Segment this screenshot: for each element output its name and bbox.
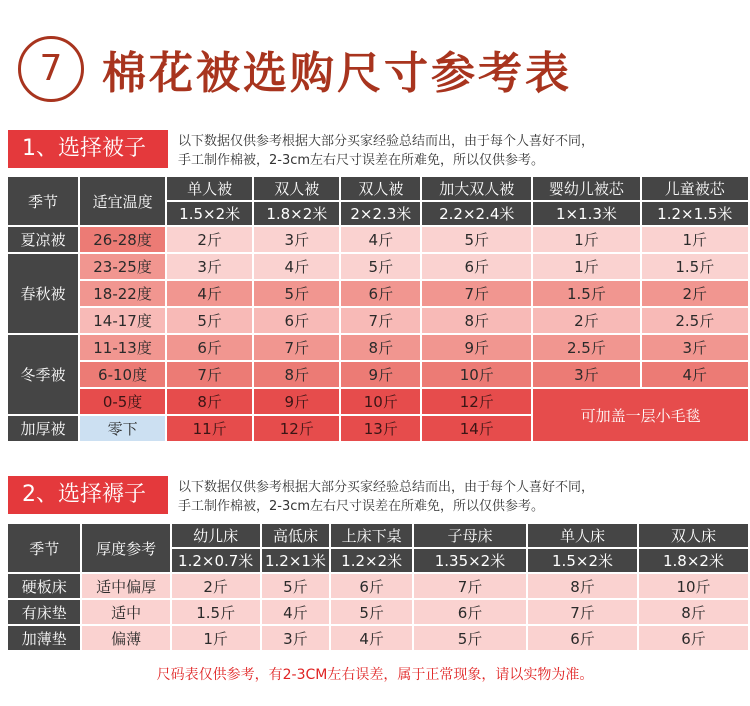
col-header-season: 季节: [8, 524, 82, 574]
weight-cell: 3斤: [642, 335, 750, 362]
weight-cell: 3斤: [167, 254, 254, 281]
table-row: [8, 308, 750, 335]
col-header-temperature: 适宜温度: [80, 177, 167, 227]
mattress-size-table: [8, 524, 750, 652]
col-header-name: 双人被: [254, 177, 341, 202]
page-title: 棉花被选购尺寸参考表: [102, 48, 572, 99]
col-header-size: 1.5×2米: [528, 549, 639, 574]
weight-cell: 8斤: [422, 308, 533, 335]
col-header-size: 1.8×2米: [639, 549, 750, 574]
weight-cell: 6斤: [167, 335, 254, 362]
weight-cell: 5斤: [254, 281, 341, 308]
weight-cell: 6斤: [422, 254, 533, 281]
temp-cell: 0-5度: [80, 389, 167, 416]
weight-cell: 7斤: [414, 574, 528, 600]
weight-cell: 10斤: [341, 389, 422, 416]
weight-cell: 1斤: [533, 254, 641, 281]
col-header-size: 1.35×2米: [414, 549, 528, 574]
section-quilt-tag: 1、选择被子: [8, 130, 168, 168]
weight-cell: 2斤: [533, 308, 641, 335]
col-header-season: 季节: [8, 177, 80, 227]
col-header-size: 2×2.3米: [341, 202, 422, 227]
weight-cell: 5斤: [422, 227, 533, 254]
col-header-size: 1.5×2米: [167, 202, 254, 227]
temp-cell: 14-17度: [80, 308, 167, 335]
thickness-cell: 适中偏厚: [82, 574, 171, 600]
weight-cell: 2斤: [172, 574, 262, 600]
col-header-name: 婴幼儿被芯: [533, 177, 641, 202]
weight-cell: 2斤: [642, 281, 750, 308]
weight-cell: 1斤: [533, 227, 641, 254]
section-mattress-tag: 2、选择褥子: [8, 476, 168, 514]
bed-type-label: 有床垫: [8, 600, 82, 626]
weight-cell: 3斤: [533, 362, 641, 389]
col-header-name: 幼儿床: [172, 524, 262, 549]
footnote: 尺码表仅供参考，有2-3CM左右误差，属于正常现象，请以实物为准。: [156, 667, 594, 683]
weight-cell: 8斤: [167, 389, 254, 416]
weight-cell: 3斤: [262, 626, 332, 652]
col-header-size: 1×1.3米: [533, 202, 641, 227]
temp-cell: 23-25度: [80, 254, 167, 281]
weight-cell: 10斤: [639, 574, 750, 600]
col-header-name: 加大双人被: [422, 177, 533, 202]
weight-cell: 4斤: [331, 626, 414, 652]
col-header-size: 1.2×2米: [331, 549, 414, 574]
col-header-size: 1.2×0.7米: [172, 549, 262, 574]
weight-cell: 7斤: [167, 362, 254, 389]
col-header-name: 上床下桌: [331, 524, 414, 549]
weight-cell: 6斤: [254, 308, 341, 335]
page-header: [18, 33, 572, 105]
weight-cell: 4斤: [642, 362, 750, 389]
weight-cell: 6斤: [528, 626, 639, 652]
col-header-name: 双人被: [341, 177, 422, 202]
weight-cell: 1.5斤: [172, 600, 262, 626]
temp-cell: 18-22度: [80, 281, 167, 308]
weight-cell: 7斤: [341, 308, 422, 335]
season-label: 加厚被: [8, 416, 80, 443]
table-row: [8, 626, 750, 652]
weight-cell: 8斤: [341, 335, 422, 362]
col-header-size: 1.2×1.5米: [642, 202, 750, 227]
table-row: [8, 335, 750, 362]
weight-cell: 10斤: [422, 362, 533, 389]
col-header-name: 单人床: [528, 524, 639, 549]
temp-cell: 26-28度: [80, 227, 167, 254]
weight-cell: 2.5斤: [642, 308, 750, 335]
section-mattress-note: 以下数据仅供参考根据大部分买家经验总结而出，由于每个人喜好不同， 手工制作棉被，2-3cm左右尺寸误差在所难免，所以仅供参考。: [178, 480, 595, 514]
weight-cell: 8斤: [528, 574, 639, 600]
table-row: [8, 281, 750, 308]
weight-cell: 7斤: [254, 335, 341, 362]
weight-cell: 8斤: [254, 362, 341, 389]
weight-cell: 13斤: [341, 416, 422, 443]
weight-cell: 7斤: [422, 281, 533, 308]
bed-type-label: 加薄垫: [8, 626, 82, 652]
blanket-note: 可加盖一层小毛毯: [533, 389, 750, 443]
col-header-name: 儿童被芯: [642, 177, 750, 202]
table-row: [8, 362, 750, 389]
season-label: 夏凉被: [8, 227, 80, 254]
weight-cell: 1.5斤: [642, 254, 750, 281]
table-row: [8, 574, 750, 600]
col-header-size: 1.2×1米: [262, 549, 332, 574]
weight-cell: 6斤: [331, 574, 414, 600]
table-row: [8, 254, 750, 281]
weight-cell: 11斤: [167, 416, 254, 443]
col-header-size: 1.8×2米: [254, 202, 341, 227]
quilt-size-table: [8, 177, 750, 443]
weight-cell: 4斤: [341, 227, 422, 254]
weight-cell: 6斤: [414, 600, 528, 626]
col-header-name: 子母床: [414, 524, 528, 549]
season-label: 冬季被: [8, 335, 80, 416]
col-header-name: 双人床: [639, 524, 750, 549]
temp-cell: 11-13度: [80, 335, 167, 362]
weight-cell: 6斤: [341, 281, 422, 308]
weight-cell: 5斤: [341, 254, 422, 281]
bed-type-label: 硬板床: [8, 574, 82, 600]
temp-cell: 6-10度: [80, 362, 167, 389]
thickness-cell: 偏薄: [82, 626, 171, 652]
table-row: [8, 227, 750, 254]
weight-cell: 5斤: [414, 626, 528, 652]
weight-cell: 4斤: [262, 600, 332, 626]
temp-cell: 零下: [80, 416, 167, 443]
section-quilt-note: 以下数据仅供参考根据大部分买家经验总结而出，由于每个人喜好不同， 手工制作棉被，2-3cm左右尺寸误差在所难免，所以仅供参考。: [178, 134, 595, 168]
weight-cell: 1.5斤: [533, 281, 641, 308]
weight-cell: 9斤: [422, 335, 533, 362]
weight-cell: 4斤: [167, 281, 254, 308]
table-row: [8, 389, 750, 416]
thickness-cell: 适中: [82, 600, 171, 626]
weight-cell: 5斤: [262, 574, 332, 600]
weight-cell: 12斤: [422, 389, 533, 416]
weight-cell: 9斤: [341, 362, 422, 389]
col-header-thickness: 厚度参考: [82, 524, 171, 574]
weight-cell: 2斤: [167, 227, 254, 254]
weight-cell: 5斤: [331, 600, 414, 626]
weight-cell: 12斤: [254, 416, 341, 443]
col-header-name: 单人被: [167, 177, 254, 202]
col-header-name: 高低床: [262, 524, 332, 549]
weight-cell: 5斤: [167, 308, 254, 335]
weight-cell: 7斤: [528, 600, 639, 626]
weight-cell: 1斤: [642, 227, 750, 254]
weight-cell: 6斤: [639, 626, 750, 652]
weight-cell: 3斤: [254, 227, 341, 254]
col-header-size: 2.2×2.4米: [422, 202, 533, 227]
season-label: 春秋被: [8, 254, 80, 335]
section-number-badge: 7: [18, 36, 84, 102]
weight-cell: 2.5斤: [533, 335, 641, 362]
weight-cell: 14斤: [422, 416, 533, 443]
weight-cell: 8斤: [639, 600, 750, 626]
table-row: [8, 600, 750, 626]
weight-cell: 1斤: [172, 626, 262, 652]
weight-cell: 4斤: [254, 254, 341, 281]
weight-cell: 9斤: [254, 389, 341, 416]
